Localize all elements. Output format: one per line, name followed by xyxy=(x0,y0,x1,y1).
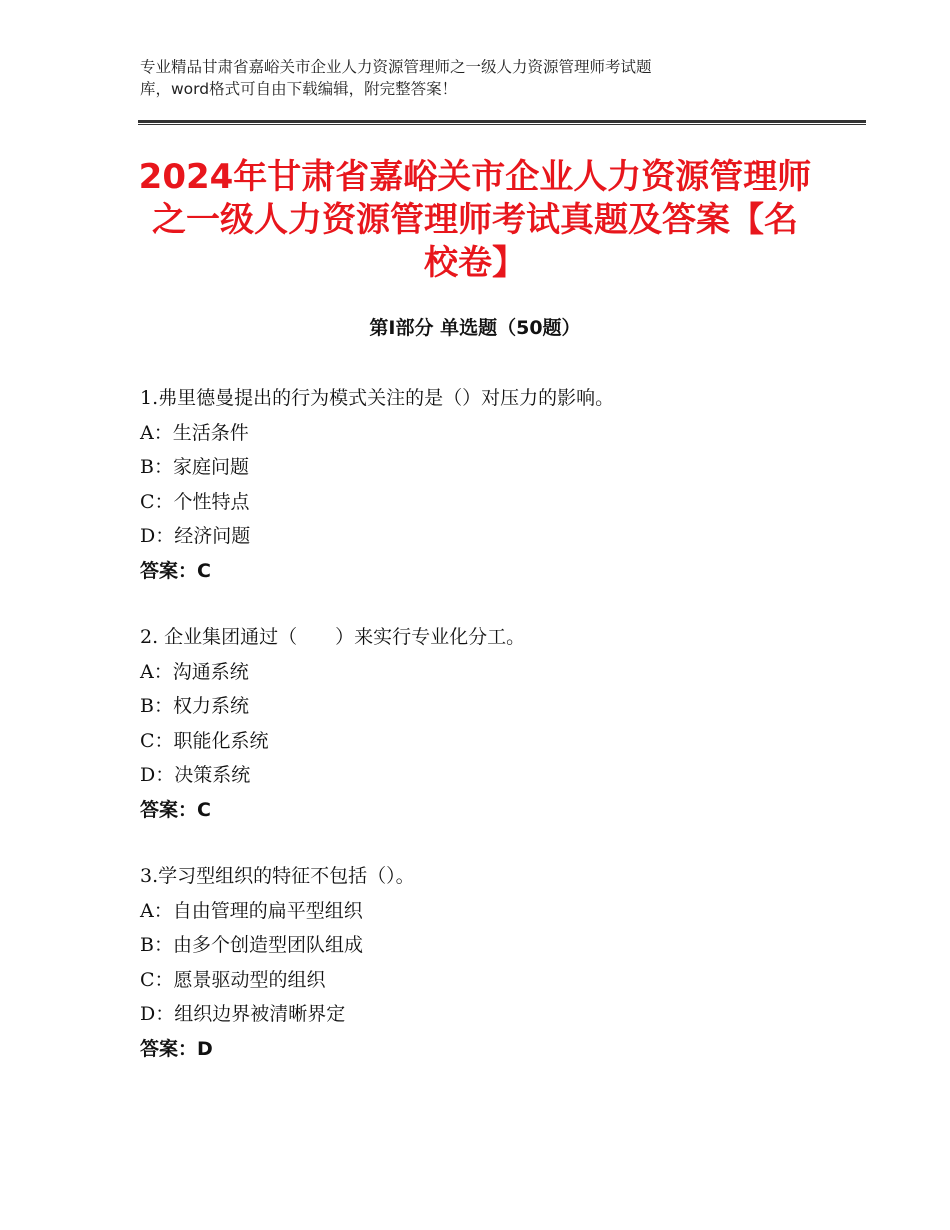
question-2 xyxy=(140,620,840,827)
option-c: C：职能化系统 xyxy=(140,729,269,752)
option-b: B：权力系统 xyxy=(140,695,249,717)
header-divider-thin xyxy=(138,124,866,125)
option-d: D：经济问题 xyxy=(140,525,251,547)
question-1 xyxy=(140,381,840,588)
option-b: B：家庭问题 xyxy=(140,456,249,478)
document-title-line-3: 校卷】 xyxy=(424,243,526,283)
document-title-line-1: 2024年甘肃省嘉峪关市企业人力资源管理师 xyxy=(138,157,812,197)
header-note-line-1: 专业精品甘肃省嘉峪关市企业人力资源管理师之一级人力资源管理师考试题 xyxy=(140,58,652,76)
question-stem: 3.学习型组织的特征不包括（）。 xyxy=(140,865,415,887)
answer: 答案：C xyxy=(140,559,211,582)
option-c: C：愿景驱动型的组织 xyxy=(140,968,326,991)
option-b: B：由多个创造型团队组成 xyxy=(140,934,363,956)
option-d: D：组织边界被清晰界定 xyxy=(140,1003,346,1025)
question-stem: 1.弗里德曼提出的行为模式关注的是（）对压力的影响。 xyxy=(140,387,615,409)
header-divider-thick xyxy=(138,120,866,123)
option-a: A：沟通系统 xyxy=(140,660,249,683)
header-note-line-2: 库，word格式可自由下载编辑，附完整答案！ xyxy=(140,80,458,98)
option-a: A：自由管理的扁平型组织 xyxy=(140,899,363,922)
header-divider xyxy=(138,120,866,125)
option-c: C：个性特点 xyxy=(140,490,250,513)
document-title-line-2: 之一级人力资源管理师考试真题及答案【名 xyxy=(152,200,798,240)
answer: 答案：D xyxy=(140,1037,213,1060)
answer: 答案：C xyxy=(140,798,211,821)
question-3 xyxy=(140,859,840,1066)
section-title: 第Ⅰ部分 单选题（50题） xyxy=(369,317,581,339)
document-header-note xyxy=(140,56,840,100)
question-stem: 2. 企业集团通过（ ）来实行专业化分工。 xyxy=(140,626,526,648)
option-d: D：决策系统 xyxy=(140,764,251,786)
document-title xyxy=(120,156,830,285)
option-a: A：生活条件 xyxy=(140,421,249,444)
